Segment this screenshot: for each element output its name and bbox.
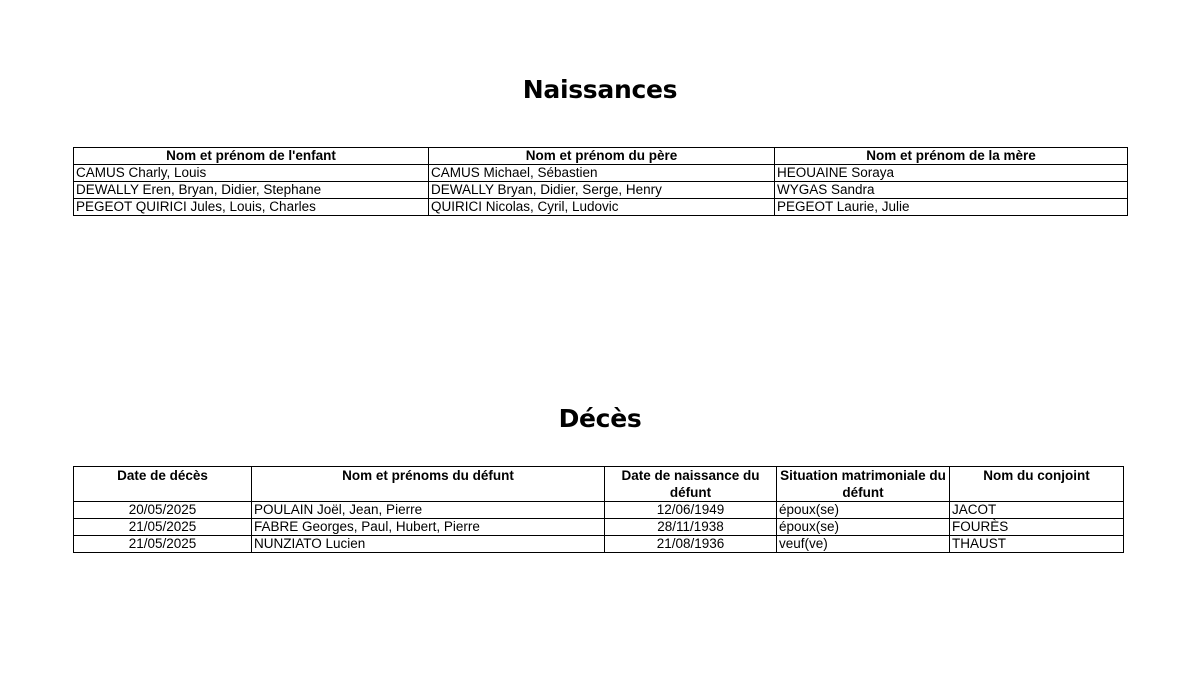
father-name-cell: DEWALLY Bryan, Didier, Serge, Henry <box>429 182 775 199</box>
death-date-cell: 20/05/2025 <box>74 502 252 519</box>
deaths-table <box>73 466 1124 553</box>
mother-name-cell: HEOUAINE Soraya <box>775 165 1128 182</box>
births-title: Naissances <box>522 75 678 104</box>
header-deceased-name: Nom et prénoms du défunt <box>252 467 605 502</box>
header-father-name: Nom et prénom du père <box>429 148 775 165</box>
table-row <box>74 165 1128 182</box>
table-row <box>74 502 1124 519</box>
deceased-name-cell: FABRE Georges, Paul, Hubert, Pierre <box>252 519 605 536</box>
births-table <box>73 147 1128 216</box>
header-death-date: Date de décès <box>74 467 252 502</box>
deceased-name-cell: POULAIN Joël, Jean, Pierre <box>252 502 605 519</box>
death-date-cell: 21/05/2025 <box>74 519 252 536</box>
deaths-header-row <box>74 467 1124 502</box>
marital-status-cell: veuf(ve) <box>777 536 950 553</box>
deceased-name-cell: NUNZIATO Lucien <box>252 536 605 553</box>
spouse-name-cell: JACOT <box>950 502 1124 519</box>
table-row <box>74 199 1128 216</box>
death-date-cell: 21/05/2025 <box>74 536 252 553</box>
spouse-name-cell: THAUST <box>950 536 1124 553</box>
table-row <box>74 182 1128 199</box>
birth-date-cell: 28/11/1938 <box>605 519 777 536</box>
header-mother-name: Nom et prénom de la mère <box>775 148 1128 165</box>
birth-date-cell: 12/06/1949 <box>605 502 777 519</box>
table-row <box>74 536 1124 553</box>
child-name-cell: DEWALLY Eren, Bryan, Didier, Stephane <box>74 182 429 199</box>
header-spouse-name: Nom du conjoint <box>950 467 1124 502</box>
child-name-cell: CAMUS Charly, Louis <box>74 165 429 182</box>
mother-name-cell: PEGEOT Laurie, Julie <box>775 199 1128 216</box>
deaths-title: Décès <box>558 404 642 433</box>
marital-status-cell: époux(se) <box>777 519 950 536</box>
header-marital-status: Situation matrimoniale du défunt <box>777 467 950 502</box>
table-row <box>74 519 1124 536</box>
marital-status-cell: époux(se) <box>777 502 950 519</box>
father-name-cell: CAMUS Michael, Sébastien <box>429 165 775 182</box>
child-name-cell: PEGEOT QUIRICI Jules, Louis, Charles <box>74 199 429 216</box>
header-child-name: Nom et prénom de l'enfant <box>74 148 429 165</box>
mother-name-cell: WYGAS Sandra <box>775 182 1128 199</box>
births-header-row <box>74 148 1128 165</box>
header-birth-date: Date de naissance du défunt <box>605 467 777 502</box>
father-name-cell: QUIRICI Nicolas, Cyril, Ludovic <box>429 199 775 216</box>
birth-date-cell: 21/08/1936 <box>605 536 777 553</box>
spouse-name-cell: FOURÈS <box>950 519 1124 536</box>
